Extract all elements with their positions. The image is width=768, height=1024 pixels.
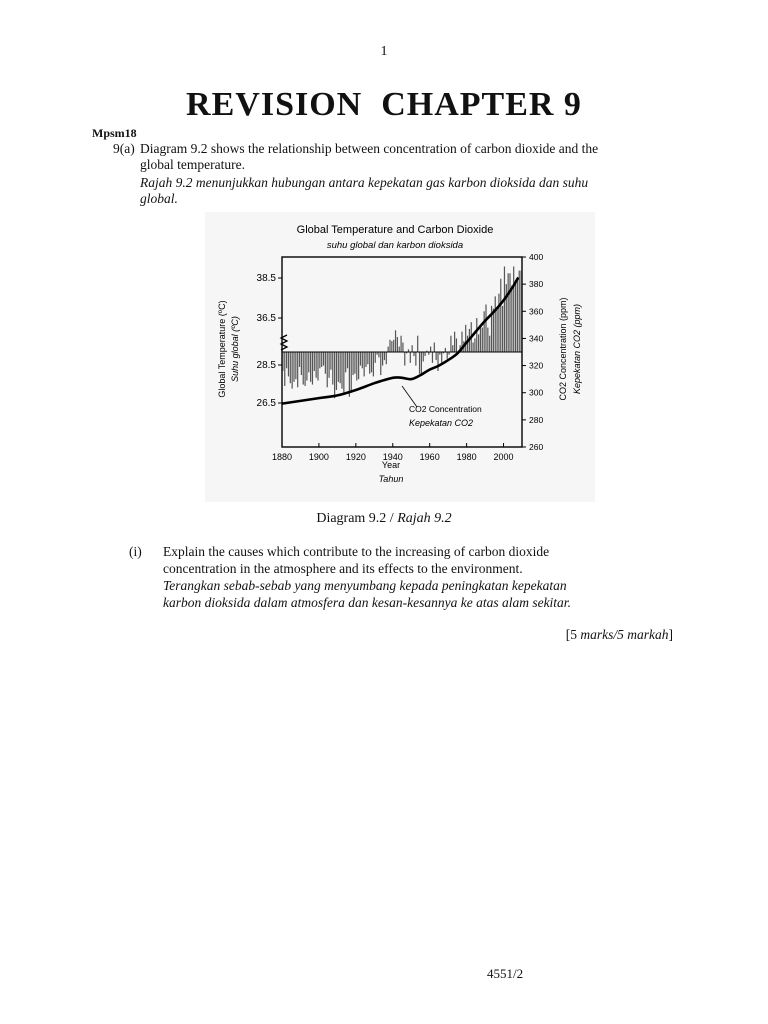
temperature-bar: [388, 347, 389, 352]
temperature-bar: [400, 336, 401, 352]
x-tick-label: 1960: [419, 452, 440, 462]
paper-code-footer: 4551/2: [487, 966, 524, 981]
temperature-bar: [365, 352, 366, 367]
temperature-bar: [290, 352, 291, 383]
temperature-bar: [369, 352, 370, 374]
temperature-bar: [487, 328, 488, 352]
temperature-bar: [352, 352, 353, 375]
right-tick-label: 360: [529, 306, 544, 317]
chart-title: Global Temperature and Carbon Dioxide: [296, 224, 494, 236]
right-tick-label: 380: [529, 279, 544, 290]
temperature-bar: [413, 352, 414, 356]
temperature-bar: [328, 352, 329, 378]
marks-allocation: [566, 627, 673, 643]
page-title: REVISION CHAPTER 9: [186, 86, 582, 123]
temperature-bar: [332, 352, 333, 385]
temperature-bar: [314, 352, 315, 371]
caption-malay: Rajah 9.2: [397, 511, 452, 526]
temperature-bar: [495, 296, 496, 352]
temperature-bar: [358, 352, 359, 379]
temperature-bar: [286, 352, 287, 368]
right-tick-label: 400: [529, 252, 544, 262]
temperature-bar: [351, 352, 352, 393]
temperature-bar: [282, 352, 283, 371]
temperature-bar: [474, 338, 475, 352]
temperature-bar: [338, 352, 339, 382]
x-tick-label: 1920: [345, 452, 366, 462]
temperature-bar: [364, 352, 365, 376]
temperature-bar: [502, 306, 503, 352]
caption-english: Diagram 9.2 /: [316, 511, 398, 526]
temperature-bar: [395, 330, 396, 352]
temperature-bar: [402, 343, 403, 353]
temperature-bar: [308, 352, 309, 372]
annotation-co2: CO2 Concentration: [409, 404, 482, 414]
temperature-bar: [301, 352, 302, 375]
temperature-bar: [362, 352, 363, 368]
sub-question-label: (i): [129, 544, 142, 559]
temperature-bar: [356, 352, 357, 381]
temperature-bar: [341, 352, 342, 389]
temperature-bar: [393, 340, 394, 352]
right-axis-label-malay: Kepekatan CO2 (ppm): [572, 303, 582, 395]
diagram-caption: [0, 511, 768, 527]
temperature-bar: [382, 352, 383, 366]
temperature-bar: [508, 273, 509, 352]
temperature-bar: [482, 328, 483, 352]
temperature-bar: [484, 311, 485, 352]
temperature-bar: [312, 352, 313, 385]
temperature-bar: [436, 352, 437, 360]
sub-question-english-line-2: concentration in the atmosphere and its effects to the environment.: [163, 561, 523, 576]
left-axis-label-malay: Suhu global (ºC): [230, 316, 240, 382]
temperature-bar: [476, 318, 477, 352]
temperature-bar: [323, 352, 324, 366]
temperature-bar: [520, 271, 521, 352]
temperature-bar: [485, 305, 486, 353]
sub-question-malay-line-1: Terangkan sebab-sebab yang menyumbang kepada peningkatan kepekatan: [163, 578, 567, 593]
marks-close: ]: [668, 627, 673, 642]
temperature-bar: [465, 325, 466, 352]
temperature-bar: [319, 352, 320, 368]
page-number: 1: [380, 44, 388, 59]
temperature-bar: [517, 279, 518, 352]
temperature-bar: [354, 352, 355, 374]
temperature-bar: [404, 352, 405, 366]
temperature-bar: [391, 341, 392, 352]
temperature-bar: [373, 352, 374, 376]
temperature-bar: [423, 352, 424, 362]
source-code: Mpsm18: [92, 126, 137, 140]
temperature-bar: [371, 352, 372, 372]
temperature-bar: [397, 337, 398, 352]
temperature-bar: [511, 286, 512, 353]
temperature-bar: [515, 280, 516, 352]
x-tick-label: 1880: [271, 452, 293, 462]
temperature-bar: [424, 352, 425, 356]
right-axis-label: CO2 Concentration (ppm): [558, 297, 568, 401]
temperature-bar: [415, 352, 416, 366]
temperature-bar: [297, 352, 298, 387]
temperature-bar: [456, 338, 457, 352]
temperature-bar: [419, 352, 420, 374]
temperature-bar: [452, 345, 453, 352]
temperature-bar: [345, 352, 346, 372]
sub-question-english-line-1: Explain the causes which contribute to the increasing of carbon dioxide: [163, 544, 550, 559]
right-tick-label: 320: [529, 360, 544, 371]
temperature-bar: [384, 352, 385, 360]
temperature-bar: [321, 352, 322, 367]
temperature-bar: [432, 352, 433, 363]
temperature-bar: [316, 352, 317, 378]
temperature-bar: [293, 352, 294, 382]
temperature-bar: [336, 352, 337, 390]
temperature-bar: [317, 352, 318, 381]
temperature-bar: [399, 347, 400, 352]
temperature-bar: [310, 352, 311, 382]
temperature-bar: [299, 352, 300, 367]
temperature-bar: [292, 352, 293, 389]
temperature-bar: [330, 352, 331, 370]
co2-temperature-chart: [205, 212, 595, 502]
temperature-bar: [417, 336, 418, 352]
temperature-bar: [349, 352, 350, 397]
left-tick-label: 36.5: [256, 313, 276, 324]
temperature-bar: [519, 271, 520, 352]
temperature-bar: [478, 334, 479, 352]
right-tick-label: 280: [529, 414, 544, 425]
temperature-bar: [340, 352, 341, 383]
temperature-bar: [284, 352, 285, 386]
temperature-bar: [360, 352, 361, 366]
temperature-bar: [295, 352, 296, 379]
temperature-bar: [367, 352, 368, 364]
temperature-bar: [489, 336, 490, 352]
right-tick-label: 340: [529, 333, 544, 344]
temperature-bar: [343, 352, 344, 394]
right-tick-label: 260: [529, 442, 544, 452]
temperature-bar: [304, 352, 305, 386]
temperature-bar: [380, 352, 381, 375]
annotation-co2-malay: Kepekatan CO2: [409, 418, 474, 428]
x-tick-label: 2000: [493, 452, 514, 462]
temperature-bar: [472, 343, 473, 353]
question-malay-line-2: global.: [140, 191, 178, 206]
chart-subtitle: suhu global dan karbon dioksida: [326, 240, 464, 251]
temperature-bar: [480, 325, 481, 352]
marks-text: marks/5 markah: [580, 627, 669, 642]
temperature-bar: [375, 352, 376, 363]
x-axis-label-malay: Tahun: [378, 474, 404, 484]
temperature-bar: [504, 267, 505, 353]
x-tick-label: 1980: [456, 452, 477, 462]
left-axis-label: Global Temperature (ºC): [217, 300, 227, 398]
temperature-bar: [454, 332, 455, 352]
temperature-bar: [386, 352, 387, 364]
question-number: 9(a): [113, 141, 135, 156]
temperature-bar: [389, 340, 390, 352]
temperature-bar: [447, 352, 448, 359]
temperature-bar: [288, 352, 289, 376]
marks-open: [5: [565, 627, 581, 642]
temperature-bar: [347, 352, 348, 368]
temperature-bar: [327, 352, 328, 387]
temperature-bar: [421, 352, 422, 375]
temperature-bar: [334, 352, 335, 398]
temperature-bar: [498, 294, 499, 352]
x-tick-label: 1940: [382, 452, 403, 462]
temperature-bar: [513, 267, 514, 353]
temperature-bar: [437, 352, 438, 371]
temperature-bar: [493, 309, 494, 352]
temperature-bar: [500, 279, 501, 352]
temperature-bar: [509, 273, 510, 352]
temperature-bar: [303, 352, 304, 385]
temperature-bar: [412, 345, 413, 352]
left-tick-label: 28.5: [256, 360, 276, 371]
temperature-bar: [325, 352, 326, 374]
temperature-bar: [434, 343, 435, 353]
x-axis-label: Year: [381, 460, 401, 470]
temperature-bar: [450, 336, 451, 352]
temperature-bar: [496, 310, 497, 352]
question-english-line-1: Diagram 9.2 shows the relationship between concentration of carbon dioxide and the: [140, 141, 599, 156]
question-english-line-2: global temperature.: [140, 157, 245, 172]
temperature-bar: [445, 348, 446, 352]
x-tick-label: 1900: [308, 452, 329, 462]
temperature-bar: [430, 347, 431, 352]
left-tick-label: 38.5: [256, 273, 276, 284]
question-malay-line-1: Rajah 9.2 menunjukkan hubungan antara kepekatan gas karbon dioksida dan suhu: [140, 175, 589, 190]
right-tick-label: 300: [529, 387, 544, 398]
left-tick-label: 26.5: [256, 398, 276, 409]
sub-question-malay-line-2: karbon dioksida dalam atmosfera dan kesan-kesannya ke atas alam sekitar.: [163, 595, 571, 610]
temperature-bar: [306, 352, 307, 381]
temperature-bar: [410, 352, 411, 363]
temperature-bar: [378, 352, 379, 357]
